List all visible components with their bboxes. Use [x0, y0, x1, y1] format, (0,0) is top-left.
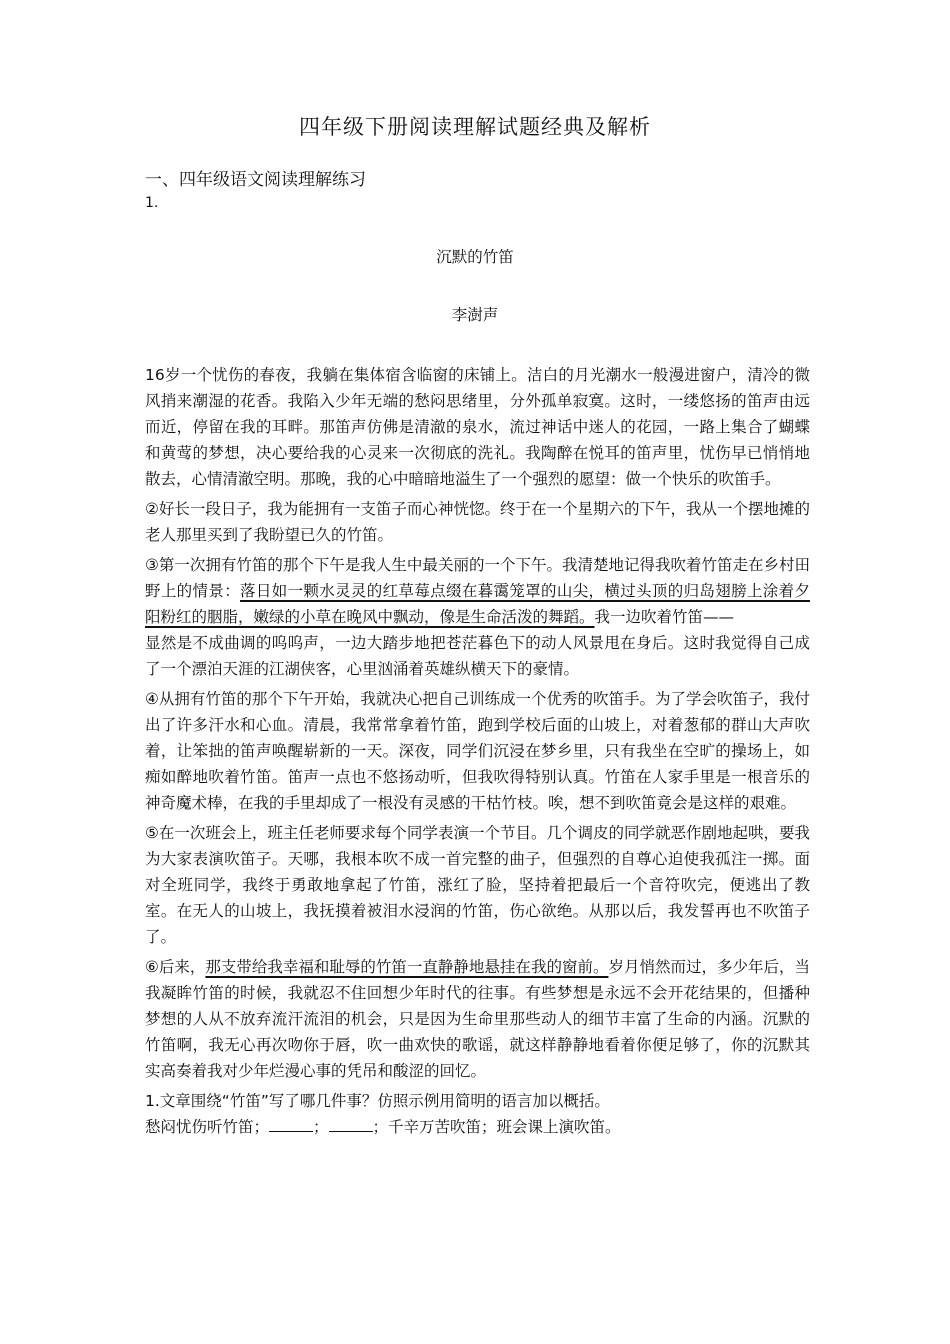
answer-example: 愁闷忧伤听竹笛；: [145, 1118, 270, 1136]
article-title: 沉默的竹笛: [436, 248, 514, 266]
underlined-sentence-1: 落日如一颗水灵灵的红草莓点缀在暮霭笼罩的山尖，横过头顶的归岛翅膀上涂着夕阳粉红的胭脂，嫩绿的小草在晚风中飘动，像是生命活泼的舞蹈。: [145, 582, 810, 626]
answer-blank-1[interactable]: [269, 1115, 313, 1132]
paragraph-3-text: ③第一次拥有竹笛的那个下午是我人生中最关丽的一个下午。我清楚地记得我吹着竹笛走在乡村田野上的情景：: [145, 556, 810, 600]
paragraph-3-tail: 我一边吹着竹笛——: [594, 608, 735, 626]
answer-remaining: 千辛万苦吹笛；班会课上演吹笛。: [388, 1118, 621, 1136]
answer-separator-2: ；: [372, 1118, 389, 1136]
paragraph-4: ④从拥有竹笛的那个下午开始，我就决心把自己训练成一个优秀的吹笛手。为了学会吹笛子，我付出了许多汗水和心血。清晨，我常常拿着竹笛，跑到学校后面的山坡上，对着葱郁的群山大声吹着，让笨拙的笛声唤醒崭新的一天。深夜，同学们沉浸在梦乡里，只有我坐在空旷的操场上，如痴如醉地吹着竹笛。笛声一点也不悠扬动听，但我吹得特别认真。竹笛在人家手里是一根音乐的神奇魔术棒，在我的手里却成了一根没有灵感的干枯竹枝。唉，想不到吹笛竟会是这样的艰难。: [145, 690, 810, 812]
article-body: [145, 362, 810, 1140]
paragraph-2: ②好长一段日子，我为能拥有一支笛子而心神恍惚。终于在一个星期六的下午，我从一个摆地摊的老人那里买到了我盼望已久的竹笛。: [145, 500, 810, 544]
article-author: 李澍声: [451, 306, 499, 324]
question-prompt: 1.文章围绕“竹笛”写了哪几件事？仿照示例用简明的语言加以概括。: [145, 1092, 610, 1110]
paragraph-5: ⑤在一次班会上，班主任老师要求每个同学表演一个节目。几个调皮的同学就恶作剧地起哄，要我为大家表演吹笛子。天哪，我根本吹不成一首完整的曲子，但强烈的自尊心迫使我孤注一掷。面对全班同学，我终于勇敢地拿起了竹笛，涨红了脸，坚持着把最后一个音符吹完，便逃出了教室。在无人的山坡上，我抚摸着被泪水浸润的竹笛，伤心欲绝。从那以后，我发誓再也不吹笛子了。: [145, 824, 810, 946]
paragraph-1: 16岁一个忧伤的春夜，我躺在集体宿含临窗的床铺上。洁白的月光潮水一般漫进窗户，清冷的微风捎来潮湿的花香。我陷入少年无端的愁闷思绪里，分外孤单寂寞。这时，一缕悠扬的笛声由远而近，停留在我的耳畔。那笛声仿佛是清澈的泉水，流过神话中迷人的花园，一路上集合了蝴蝶和黄莺的梦想，决心要给我的心灵来一次彻底的洗礼。我陶醉在悦耳的笛声里，忧伤早已悄悄地散去，心情清澈空明。那晚，我的心中暗暗地溢生了一个强烈的愿望：做一个快乐的吹笛手。: [145, 366, 810, 488]
answer-blank-2[interactable]: [329, 1115, 373, 1132]
paragraph-6: [145, 954, 810, 1084]
section-heading: 一、四年级语文阅读理解练习: [145, 170, 366, 190]
answer-separator-1: ；: [313, 1118, 329, 1136]
paragraph-3-continued: 显然是不成曲调的呜呜声，一边大踏步地把苍茫暮色下的动人风景甩在身后。这时我觉得自己成了一个漂泊天涯的江湖侠客，心里汹涌着英雄纵横天下的豪情。: [145, 634, 810, 678]
question-number: 1.: [145, 195, 159, 211]
question-answer-line: [145, 1114, 810, 1140]
paragraph-6-text: ⑥后来，: [145, 958, 206, 976]
page-title: 四年级下册阅读理解试题经典及解析: [299, 115, 651, 139]
paragraph-3: [145, 552, 810, 630]
underlined-sentence-2: 那支带给我幸福和耻辱的竹笛一直静静地悬挂在我的窗前。: [205, 958, 609, 976]
paragraph-6-tail: 岁月悄然而过，多少年后，当我凝眸竹笛的时候，我就忍不住回想少年时代的往事。有些梦想是永远不会开花结果的，但播种梦想的人从不放弃流汗流泪的机会，只是因为生命里那些动人的细节丰富了生命的内涵。沉默的竹笛啊，我无心再次吻你于唇，吹一曲欢快的歌谣，就这样静静地看着你便足够了，你的沉默其实高奏着我对少年烂漫心事的凭吊和酸涩的回忆。: [145, 958, 810, 1080]
